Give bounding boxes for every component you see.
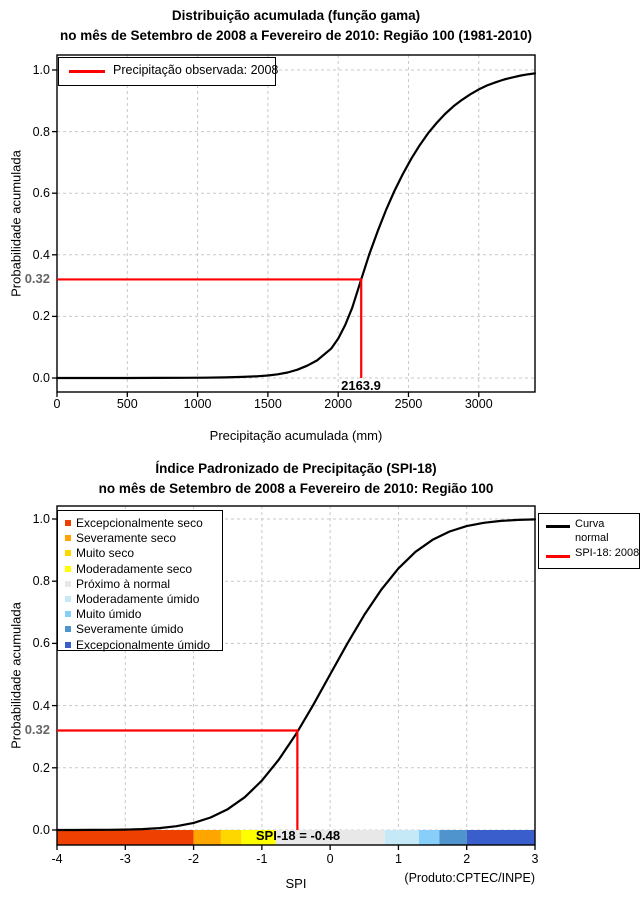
legend-item-label: Moderadamente seco (76, 561, 193, 576)
legend-item-label: Severamente seco (76, 531, 177, 546)
legend-color-swatch (65, 550, 71, 556)
gamma-legend (58, 57, 279, 86)
spi-chart-title-line1: Índice Padronizado de Precipitação (SPI-18) (155, 461, 437, 476)
spi-colorbar-segment (57, 830, 194, 845)
spi-2008-legend-label: SPI-18: 2008 (575, 547, 640, 559)
gamma-y-tick-label: 0.4 (32, 247, 50, 262)
legend-item-label: Moderadamente úmido (76, 591, 200, 606)
gamma-chart-title-line2: no mês de Setembro de 2008 a Fevereiro de 2010: Região 100 (1981-2010) (60, 28, 532, 43)
legend-item (58, 607, 222, 622)
legend-item-label: Muito úmido (76, 607, 142, 622)
spi-colorbar-segment (385, 830, 419, 845)
gamma-plot-box (57, 55, 535, 392)
spi-y-tick-label: 0.4 (32, 698, 50, 713)
legend-color-swatch (65, 611, 71, 617)
spi-x-tick-label: -2 (188, 852, 200, 866)
legend-color-swatch (65, 581, 71, 587)
gamma-y-tick-label: 0.0 (32, 371, 50, 385)
spi-x-axis-label: SPI (285, 876, 307, 891)
spi-line-swatch (546, 555, 570, 558)
gamma-probability-marker-label: 0.32 (24, 271, 50, 286)
legend-item (58, 531, 222, 546)
legend-item (58, 592, 222, 607)
legend-color-swatch (65, 535, 71, 541)
gamma-x-tick-label: 0 (53, 397, 61, 411)
gamma-x-tick-label: 500 (116, 397, 138, 411)
legend-item (58, 516, 222, 531)
gamma-observed-value-label: 2163.9 (341, 378, 381, 393)
spi-colorbar-segment (419, 830, 439, 845)
spi-category-legend (57, 510, 223, 651)
gamma-y-tick-label: 0.8 (32, 124, 50, 139)
normal-curve-swatch (546, 525, 570, 528)
spi-value-annotation: SPI-18 = -0.48 (255, 828, 341, 843)
observed-line-swatch (69, 70, 105, 73)
legend-item (58, 546, 222, 561)
legend-color-swatch (65, 642, 71, 648)
legend-item-label: Próximo à normal (76, 576, 171, 591)
spi-chart-title-line2: no mês de Setembro de 2008 a Fevereiro de 2010: Região 100 (98, 481, 494, 496)
gamma-y-tick-label: 1.0 (32, 63, 50, 77)
spi-x-tick-label: 1 (394, 852, 402, 866)
spi-y-tick-label: 0.2 (32, 760, 50, 775)
gamma-observed-marker-line (57, 279, 361, 378)
spi-x-tick-label: 0 (326, 852, 334, 866)
gamma-y-tick-label: 0.6 (32, 186, 50, 201)
spi-y-tick-label: 0.6 (32, 636, 50, 651)
legend-item-label: Excepcionalmente úmido (76, 637, 211, 652)
legend-item-label: Severamente úmido (76, 622, 184, 637)
gamma-x-tick-label: 3000 (464, 397, 493, 411)
normal-curve-label-line1: Curva (575, 518, 605, 530)
gamma-y-axis-label: Probabilidade acumulada (8, 150, 24, 297)
gamma-x-tick-label: 2000 (324, 397, 353, 411)
spi-x-tick-label: 2 (463, 852, 471, 866)
spi-x-tick-label: -3 (119, 852, 131, 866)
legend-color-swatch (65, 626, 71, 632)
legend-item (58, 562, 222, 577)
spi-y-axis-label: Probabilidade acumulada (8, 602, 24, 749)
legend-color-swatch (65, 566, 71, 572)
spi-y-tick-label: 0.8 (32, 574, 50, 589)
legend-item (58, 622, 222, 637)
gamma-x-tick-label: 1000 (183, 397, 212, 411)
spi-colorbar-segment (194, 830, 221, 845)
spi-y-tick-label: 1.0 (32, 512, 50, 526)
spi-colorbar-segment (467, 830, 535, 845)
spi-curve-legend (538, 513, 640, 569)
spi-x-tick-label: -1 (256, 852, 268, 866)
gamma-chart-title-line1: Distribuição acumulada (função gama) (171, 8, 421, 23)
legend-item (58, 638, 222, 653)
gamma-cumulative-curve (57, 73, 535, 378)
gamma-legend-label: Precipitação observada: 2008 (113, 63, 279, 77)
gamma-x-tick-label: 1500 (253, 397, 282, 411)
spi-x-tick-label: -4 (51, 852, 63, 866)
gamma-y-tick-label: 0.2 (32, 309, 50, 324)
normal-curve-label-line2: normal (575, 532, 609, 544)
legend-item (58, 577, 222, 592)
legend-color-swatch (65, 596, 71, 602)
spi-y-tick-label: 0.0 (32, 823, 50, 837)
spi-probability-marker-label: 0.32 (24, 722, 50, 737)
legend-color-swatch (65, 520, 71, 526)
product-footnote: (Produto:CPTEC/INPE) (404, 871, 535, 885)
legend-item-label: Excepcionalmente seco (76, 516, 203, 530)
spi-colorbar-segment (439, 830, 466, 845)
gamma-x-tick-label: 2500 (394, 397, 423, 411)
spi-x-tick-label: 3 (531, 852, 539, 866)
gamma-x-axis-label: Precipitação acumulada (mm) (209, 428, 383, 443)
legend-item-label: Muito seco (76, 546, 135, 561)
